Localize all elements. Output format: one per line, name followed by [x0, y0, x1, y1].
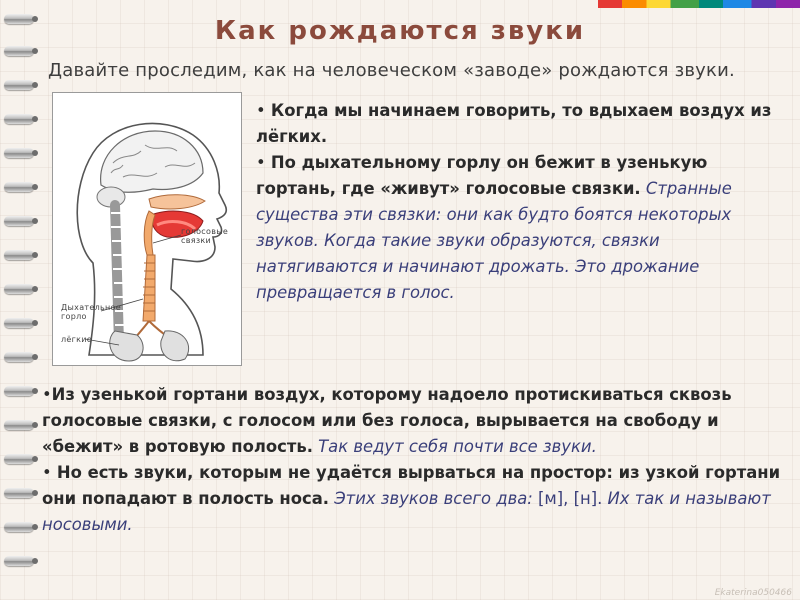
- speech-organs-illustration: [52, 92, 242, 366]
- binding-ring-icon: [4, 284, 34, 294]
- binding-ring-icon: [4, 556, 34, 566]
- bullet-larynx-text: По дыхательному горлу он бежит в узенькую гортань, где «живут» голосовые связки.: [256, 153, 708, 198]
- page-title: Как рождаются звуки: [214, 16, 586, 46]
- trachea-label-line1: Дыхательное: [61, 303, 121, 312]
- binding-ring-icon: [4, 420, 34, 430]
- binding-ring-icon: [4, 216, 34, 226]
- spiral-binding: [0, 0, 40, 600]
- binding-ring-icon: [4, 522, 34, 532]
- bullet-inhale: [256, 98, 776, 150]
- bullet-larynx: [256, 150, 776, 306]
- binding-ring-icon: [4, 80, 34, 90]
- trachea-label-line2: горло: [61, 312, 87, 321]
- bullet-nasal-italic-2: Их так и называют носовыми.: [42, 489, 771, 534]
- bullet-mouth-text: Из узенькой гортани воздух, которому надоело протискиваться сквозь голосовые связки, с голосом или без голоса, вырывается на свободу и «бежит» в ротовую полость.: [42, 385, 732, 456]
- bullet-larynx-italic: Странные существа эти связки: они как будто боятся некоторых звуков. Когда такие звуки образуются, связки натягиваются и начинают дрожать. Это дрожание превращается в голос.: [256, 179, 732, 302]
- subtitle: Давайте проследим, как на человеческом «заводе» рождаются звуки.: [48, 60, 735, 81]
- bullet-marker: •: [256, 153, 271, 172]
- bullet-nasal-text: Но есть звуки, которым не удаётся вырваться на простор: из узкой гортани они попадают в полость носа.: [42, 463, 781, 508]
- binding-ring-icon: [4, 488, 34, 498]
- bullet-mouth: [42, 382, 782, 460]
- lower-bullets: [42, 382, 782, 538]
- binding-ring-icon: [4, 318, 34, 328]
- bullet-marker: •: [42, 463, 57, 482]
- binding-ring-icon: [4, 250, 34, 260]
- vocal-cords-label-line2: связки: [181, 236, 212, 245]
- binding-ring-icon: [4, 352, 34, 362]
- author-watermark: Ekaterina050466: [714, 588, 792, 598]
- binding-ring-icon: [4, 182, 34, 192]
- bullet-inhale-text: Когда мы начинаем говорить, то вдыхаем воздух из лёгких.: [256, 101, 772, 146]
- binding-ring-icon: [4, 14, 34, 24]
- bullet-marker: •: [256, 101, 271, 120]
- binding-ring-icon: [4, 454, 34, 464]
- bullet-nasal: [42, 460, 782, 538]
- bullet-mouth-italic: Так ведут себя почти все звуки.: [318, 437, 597, 456]
- nasal-sounds: [м], [н].: [538, 489, 603, 508]
- binding-ring-icon: [4, 148, 34, 158]
- upper-bullets: [256, 98, 776, 306]
- binding-ring-icon: [4, 46, 34, 56]
- binding-ring-icon: [4, 386, 34, 396]
- trachea-label: [61, 303, 121, 321]
- bullet-nasal-italic: Этих звуков всего два:: [334, 489, 533, 508]
- bullet-marker: •: [42, 385, 52, 404]
- vocal-cords-label: [181, 227, 228, 245]
- lungs-label: лёгкие: [61, 335, 92, 344]
- vocal-cords-label-line1: голосовые: [181, 227, 229, 236]
- rainbow-stripe: [598, 0, 800, 8]
- binding-ring-icon: [4, 114, 34, 124]
